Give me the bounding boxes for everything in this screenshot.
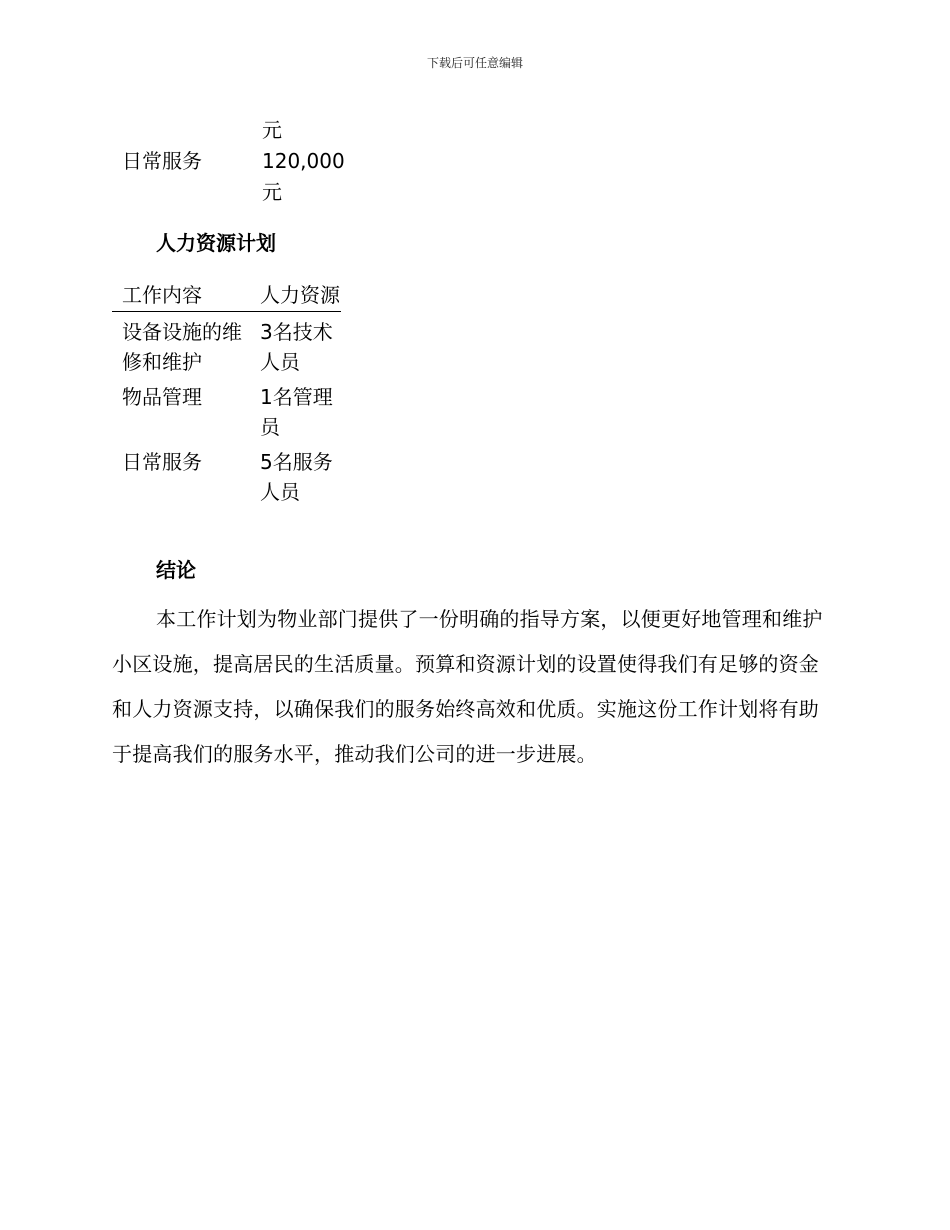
table-row [112, 115, 342, 146]
staff-cell: 1名管理员 [260, 385, 333, 439]
budget-amount: 120,000元 [262, 149, 345, 204]
task-cell: 设备设施的维修和维护 [122, 320, 242, 374]
column-header-task: 工作内容 [112, 280, 260, 312]
table-header-row [112, 280, 341, 312]
budget-amount: 元 [262, 118, 282, 142]
conclusion-heading: 结论 [156, 558, 196, 582]
table-row [112, 146, 345, 208]
hr-plan-table [112, 280, 341, 507]
table-row [112, 312, 341, 378]
conclusion-paragraph: 本工作计划为物业部门提供了一份明确的指导方案，以便更好地管理和维护小区设施，提高居民的生活质量。预算和资源计划的设置使得我们有足够的资金和人力资源支持，以确保我们的服务始终高效和优质。实施这份工作计划将有助于提高我们的服务水平，推动我们公司的进一步进展。 [112, 607, 823, 766]
hr-plan-heading: 人力资源计划 [156, 231, 276, 255]
table-row [112, 377, 341, 442]
budget-item [112, 115, 260, 146]
budget-table-continuation [112, 115, 345, 208]
staff-cell: 3名技术人员 [260, 320, 333, 374]
column-header-staff: 人力资源 [260, 280, 341, 312]
task-cell: 物品管理 [122, 385, 202, 409]
task-cell: 日常服务 [122, 450, 202, 474]
staff-cell: 5名服务人员 [260, 450, 333, 504]
table-row [112, 442, 341, 507]
page-header: 下载后可任意编辑 [426, 56, 523, 70]
budget-item: 日常服务 [122, 149, 202, 173]
